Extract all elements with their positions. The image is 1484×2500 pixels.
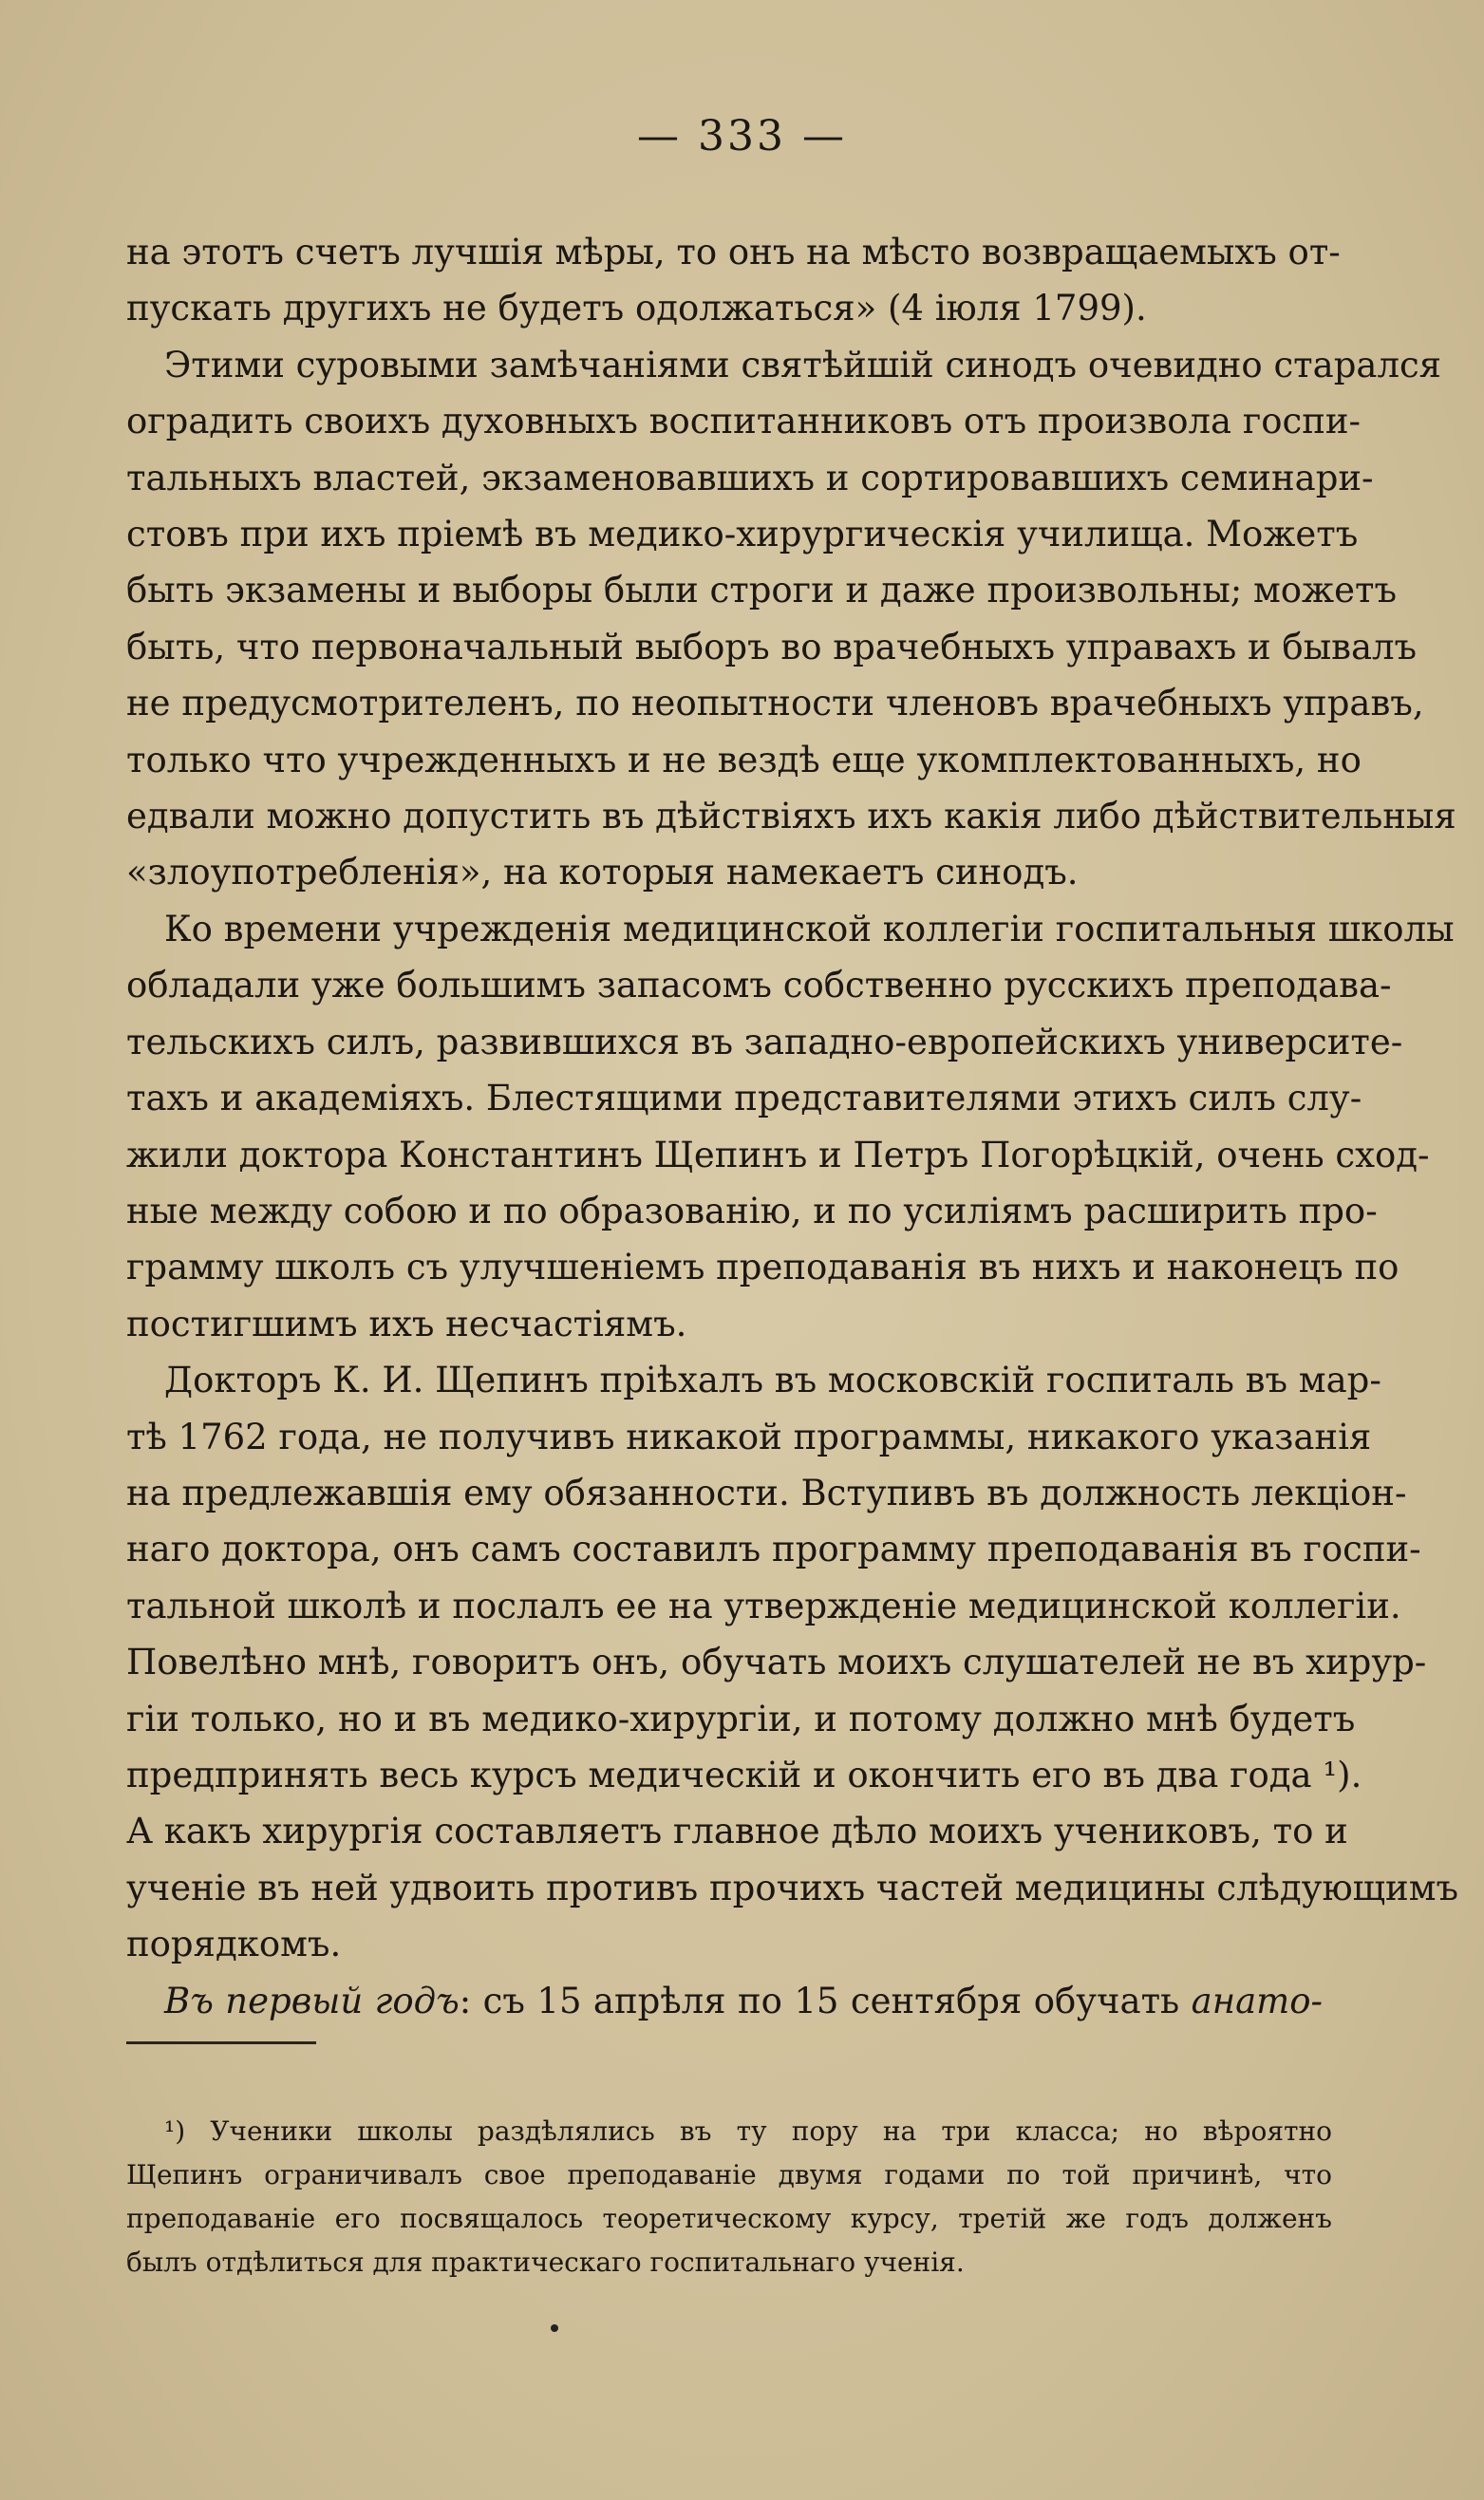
text-line: ные между собою и по образованію, и по усиліямъ расширить про- — [126, 1190, 1378, 1231]
paragraph — [126, 224, 1341, 337]
text-line: Докторъ К. И. Щепинъ пріѣхалъ въ московскій госпиталь въ мар- — [164, 1360, 1381, 1401]
text-line: предпринять весь курсъ медическій и окончить его въ два года ¹). — [126, 1754, 1362, 1795]
paragraph — [126, 337, 1456, 901]
ink-dot — [551, 2324, 558, 2332]
text-line: тальной школѣ и послалъ ее на утвержденіе медицинской коллегіи. — [126, 1585, 1401, 1626]
text-line: быть, что первоначальный выборъ во врачебныхъ управахъ и бывалъ — [126, 626, 1418, 667]
text-line: быть экзамены и выборы были строги и даже произвольны; можетъ — [126, 570, 1397, 611]
text-line: пускать другихъ не будетъ одолжаться» (4 іюля 1799). — [126, 288, 1147, 329]
body-text — [126, 224, 1459, 2029]
text-line: на предлежавшія ему обязанности. Вступивъ въ должность лекціон- — [126, 1472, 1407, 1513]
paragraph — [126, 901, 1455, 1352]
text-line: не предусмотрителенъ, по неопытности членовъ врачебныхъ управъ, — [126, 683, 1424, 724]
footnote-line: ¹) Ученики школы раздѣлялись въ ту пору на три класса; но вѣроятно — [164, 2115, 1332, 2147]
paragraph — [126, 1352, 1459, 1972]
page-number: — 333 — — [637, 112, 847, 160]
line-text: : съ 15 апрѣля по 15 сентября обучать — [459, 1980, 1192, 2021]
text-line: Повелѣно мнѣ, говоритъ онъ, обучать моихъ слушателей не въ хирур- — [126, 1642, 1427, 1683]
text-line: постигшимъ ихъ несчастіямъ. — [126, 1303, 687, 1344]
text-line: только что учрежденныхъ и не вездѣ еще укомплектованныхъ, но — [126, 739, 1362, 780]
text-line: тальныхъ властей, экзаменовавшихъ и сортировавшихъ семинари- — [126, 457, 1374, 498]
text-line: наго доктора, онъ самъ составилъ программу преподаванія въ госпи- — [126, 1529, 1421, 1570]
footnote-line: былъ отдѣлиться для практическаго госпитальнаго ученія. — [126, 2246, 965, 2278]
text-line: «злоупотребленія», на которыя намекаетъ синодъ. — [126, 852, 1079, 893]
text-line: тахъ и академіяхъ. Блестящими представителями этихъ силъ слу- — [126, 1078, 1362, 1119]
text-line: А какъ хирургія составляетъ главное дѣло моихъ учениковъ, то и — [126, 1811, 1348, 1852]
text-line: тельскихъ силъ, развившихся въ западно-европейскихъ университе- — [126, 1021, 1403, 1062]
text-line: обладали уже большимъ запасомъ собственно русскихъ преподава- — [126, 965, 1392, 1006]
text-line: тѣ 1762 года, не получивъ никакой программы, никакого указанія — [126, 1416, 1372, 1457]
text-line: едвали можно допустить въ дѣйствіяхъ ихъ какія либо дѣйствительныя — [126, 796, 1456, 837]
footnote-line: преподаваніе его посвящалось теоретическому курсу, третій же годъ долженъ — [126, 2203, 1332, 2234]
text-line: жили доктора Константинъ Щепинъ и Петръ Погорѣцкій, очень сход- — [126, 1134, 1430, 1175]
text-line — [126, 1973, 1323, 2029]
italic-lead: Въ первый годъ — [164, 1980, 460, 2021]
text-line: на этотъ счетъ лучшія мѣры, то онъ на мѣсто возвращаемыхъ от- — [126, 232, 1341, 273]
text-line: Этими суровыми замѣчаніями святѣйшій синодъ очевидно старался — [164, 344, 1442, 385]
text-line: ученіе въ ней удвоить противъ прочихъ частей медицины слѣдующимъ — [126, 1867, 1459, 1908]
paragraph — [126, 1973, 1323, 2029]
text-line: гіи только, но и въ медико-хирургіи, и потому должно мнѣ будетъ — [126, 1698, 1356, 1739]
footnote-line: Щепинъ ограничивалъ свое преподаваніе двумя годами по той причинѣ, что — [126, 2159, 1332, 2190]
text-line: стовъ при ихъ пріемѣ въ медико-хирургическія училища. Можетъ — [126, 514, 1359, 555]
text-line: Ко времени учрежденія медицинской коллегіи госпитальныя школы — [164, 908, 1455, 949]
italic-tail: анато- — [1191, 1980, 1323, 2021]
text-line: грамму школъ съ улучшеніемъ преподаванія въ нихъ и наконецъ по — [126, 1247, 1399, 1288]
text-line: порядкомъ. — [126, 1924, 342, 1965]
footnote — [126, 2110, 1332, 2284]
text-line: оградить своихъ духовныхъ воспитанниковъ отъ произвола госпи- — [126, 401, 1362, 442]
footnote-divider — [126, 2041, 316, 2044]
